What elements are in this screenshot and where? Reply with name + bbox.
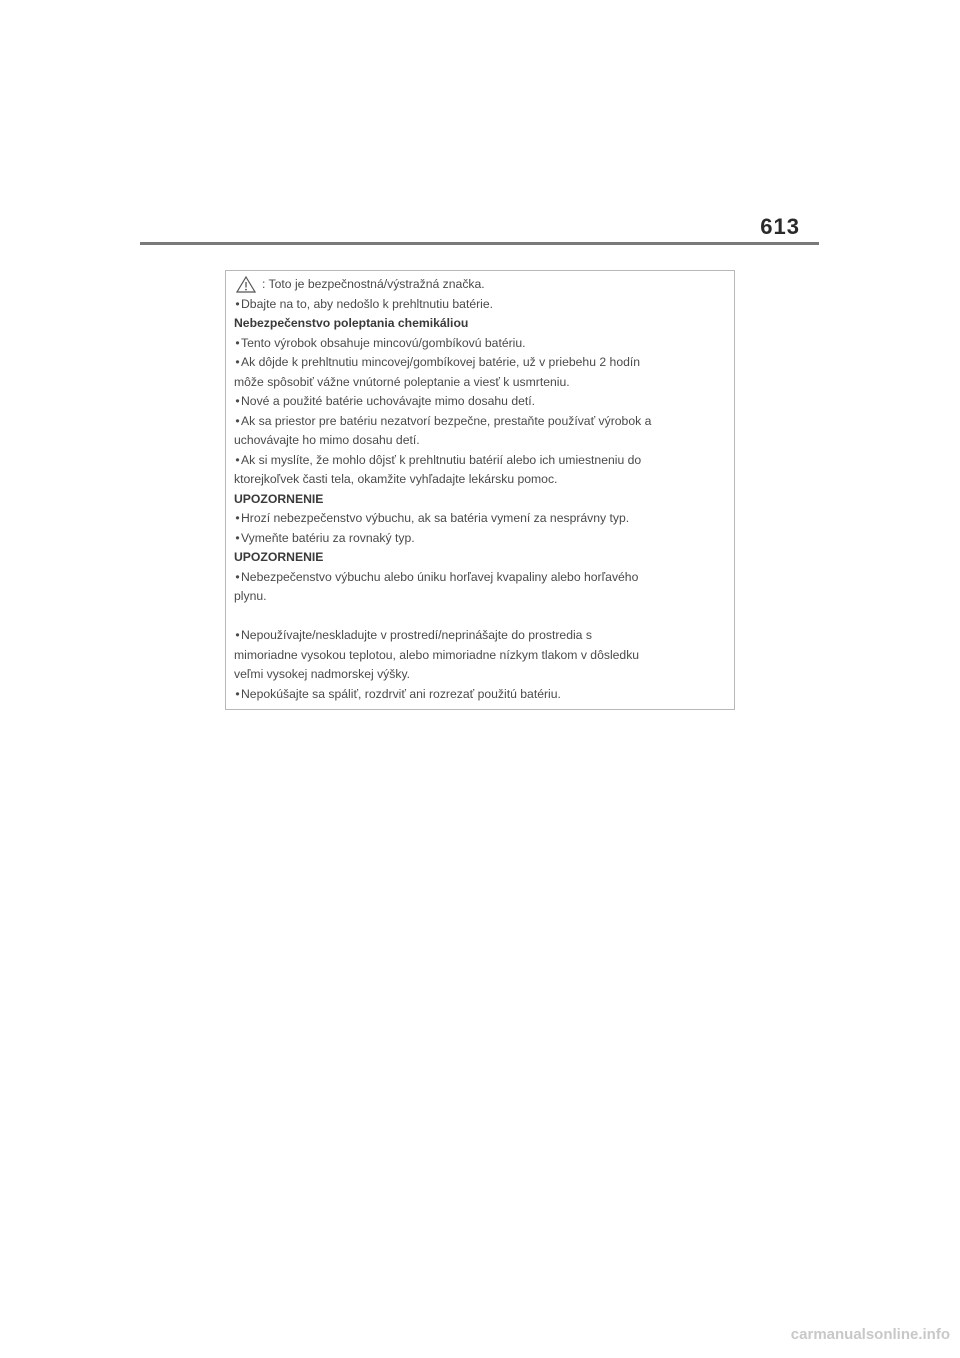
list-item: •Nebezpečenstvo výbuchu alebo úniku horľavej kvapaliny alebo horľavého [235, 569, 639, 584]
list-item: •Ak sa priestor pre batériu nezatvorí bezpečne, prestaňte používať výrobok a [235, 413, 652, 428]
list-item-continuation: veľmi vysokej nadmorskej výšky. [234, 667, 411, 681]
header-rule [140, 242, 819, 245]
spacer [234, 607, 728, 627]
footer-watermark: carmanualsonline.info [790, 1326, 950, 1343]
warning-box [225, 270, 735, 710]
list-item: •Vymeňte batériu za rovnaký typ. [235, 530, 415, 545]
warning-triangle-icon [236, 276, 256, 293]
list-item: •Ak si myslíte, že mohlo dôjsť k prehltnutiu batérií alebo ich umiestneniu do [235, 452, 642, 467]
warning-intro-text: : Toto je bezpečnostná/výstražná značka. [262, 277, 485, 291]
list-item-continuation: ktorejkoľvek časti tela, okamžite vyhľadajte lekársku pomoc. [234, 472, 558, 486]
list-item: •Nové a použité batérie uchovávajte mimo dosahu detí. [235, 394, 536, 408]
list-item: •Nepoužívajte/neskladujte v prostredí/neprinášajte do prostredia s [235, 628, 592, 642]
list-item-continuation: mimoriadne vysokou teplotou, alebo mimoriadne nízkym tlakom v dôsledku [234, 647, 640, 662]
list-item: •Ak dôjde k prehltnutiu mincovej/gombíkovej batérie, už v priebehu 2 hodín [235, 355, 641, 369]
list-item: •Nepokúšajte sa spáliť, rozdrviť ani rozrezať použitú batériu. [235, 686, 561, 701]
section-heading: Nebezpečenstvo poleptania chemikáliou [234, 316, 469, 330]
section-heading: UPOZORNENIE [234, 550, 324, 564]
warning-box-content [234, 275, 728, 704]
list-item-continuation: môže spôsobiť vážne vnútorné poleptanie a viesť k usmrteniu. [234, 374, 570, 389]
list-item: •Tento výrobok obsahuje mincovú/gombíkovú batériu. [235, 335, 526, 350]
list-item: •Hrozí nebezpečenstvo výbuchu, ak sa batéria vymení za nesprávny typ. [235, 511, 630, 525]
list-item-continuation: uchovávajte ho mimo dosahu detí. [234, 433, 420, 447]
list-item-continuation: plynu. [234, 589, 267, 603]
warning-intro [234, 275, 728, 295]
list-item: •Dbajte na to, aby nedošlo k prehltnutiu batérie. [235, 296, 494, 311]
section-heading: UPOZORNENIE [234, 491, 324, 506]
page-number: 613 [760, 214, 800, 239]
